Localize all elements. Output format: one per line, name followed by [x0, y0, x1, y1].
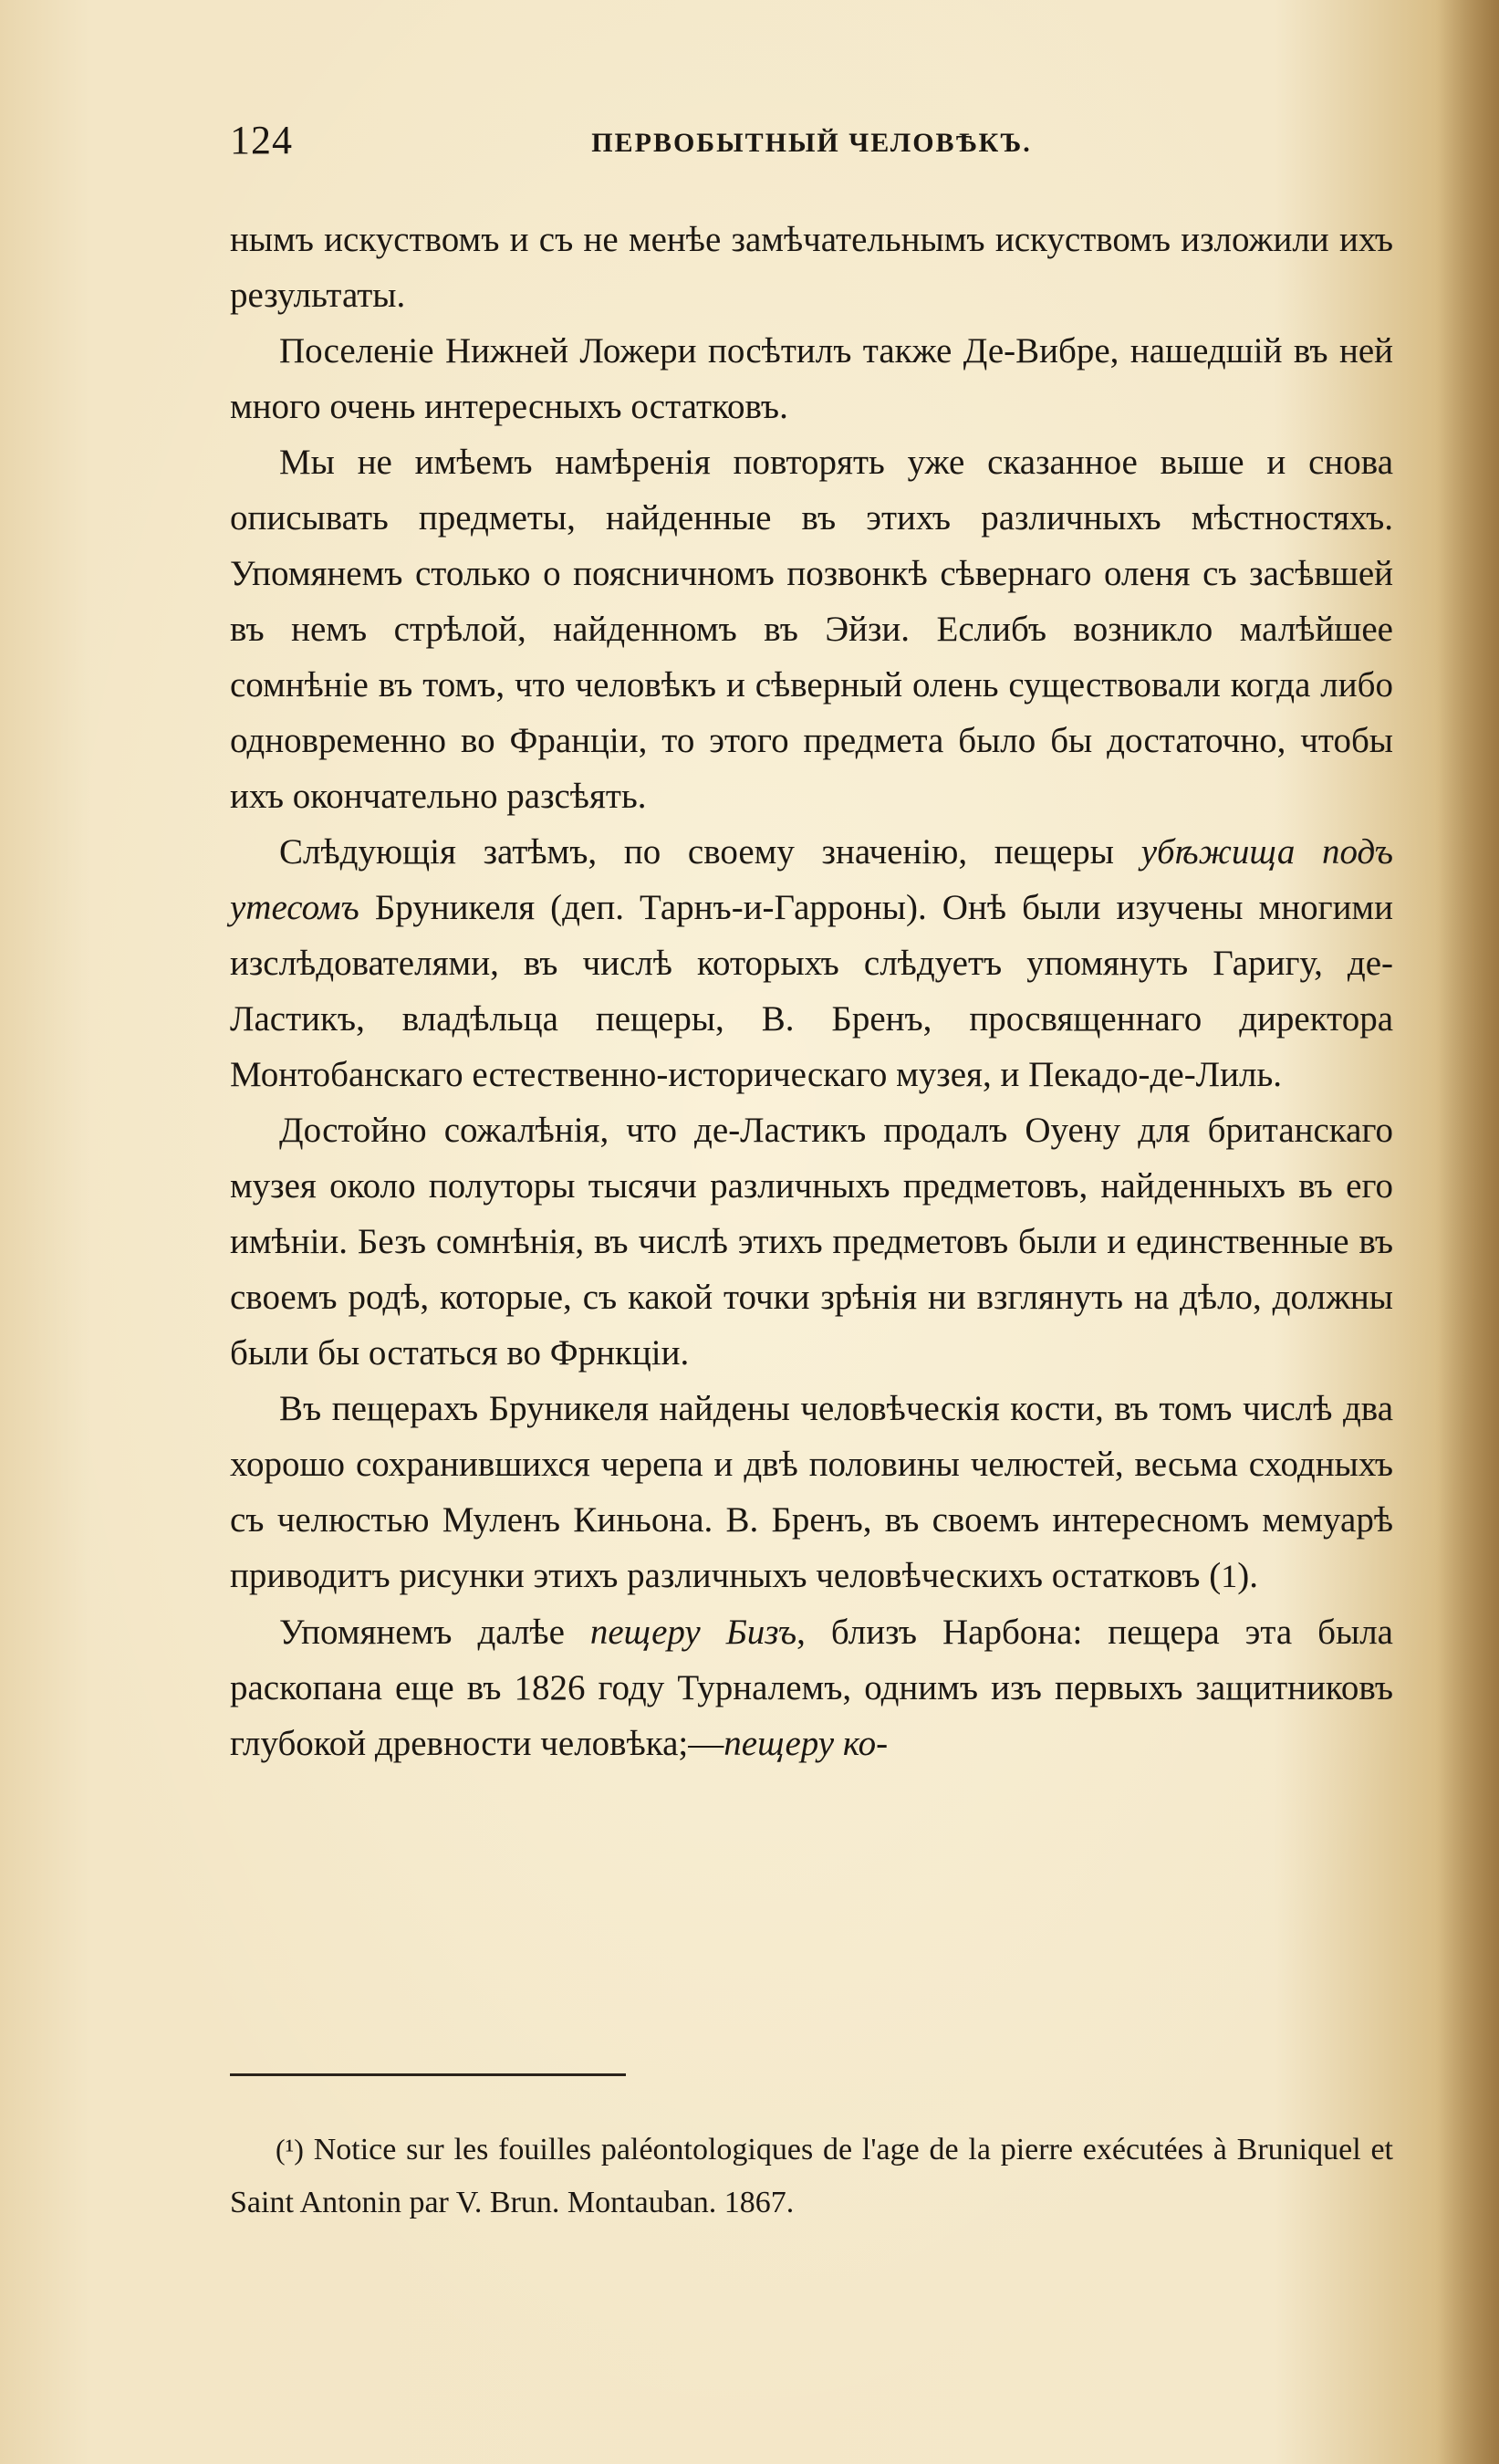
footnote-rule [230, 2073, 626, 2076]
text-run: Мы не имѣемъ намѣренія повторять уже сказанное выше и снова описывать предметы, найденные въ этихъ различныхъ мѣстностяхъ. Упомянемъ столько о поясничномъ позвонкѣ сѣвернаго оленя съ засѣвшей въ немъ стрѣлой, найденномъ въ Эйзи. Еслибъ возникло малѣйшее сомнѣніе въ томъ, что человѣкъ и сѣверный олень существовали когда либо одновременно во Франціи, то этого предмета было бы достаточно, чтобы ихъ окончательно разсѣять. [230, 443, 1393, 816]
paragraph [230, 1381, 1393, 1604]
paragraph [230, 212, 1393, 323]
paragraph [230, 1102, 1393, 1381]
page-edge-shadow [1435, 0, 1499, 2464]
footnote-text: Notice sur les fouilles paléontologiques de l'age de la pierre exécutées à Bruniquel et Saint Antonin par V. Brun. Montauban. 1867. [230, 2133, 1393, 2219]
paragraph [230, 824, 1393, 1102]
italic-term: убѣжища подъ утесомъ [230, 832, 1393, 927]
text-run: Упомянемъ далѣе [279, 1613, 590, 1652]
paragraph [230, 1604, 1393, 1771]
page-number: 124 [230, 118, 293, 162]
text-run: Въ пещерахъ Бруникеля найдены человѣческія кости, въ томъ числѣ два хорошо сохранившихся черепа и двѣ половины челюстей, весьма сходныхъ съ челюстью Муленъ Киньона. В. Бренъ, въ своемъ интересномъ мемуарѣ приводитъ рисунки этихъ различныхъ человѣческихъ остатковъ ( [230, 1389, 1393, 1595]
text-run: ). [1237, 1556, 1258, 1595]
text-run: нымъ искуствомъ и съ не менѣе замѣчательнымъ искуствомъ изложили ихъ результаты. [230, 220, 1393, 315]
text-run: Достойно сожалѣнія, что де-Ластикъ продалъ Оуену для британскаго музея около полуторы тысячи различныхъ предметовъ, найденныхъ въ его имѣніи. Безъ сомнѣнія, въ числѣ этихъ предметовъ были и единственные въ своемъ родѣ, которые, съ какой точки зрѣнія ни взглянуть на дѣло, должны были бы остаться во Фрнкціи. [230, 1111, 1393, 1373]
text-run: Бруникеля (деп. Тарнъ-и-Гарроны). Онѣ были изучены многими изслѣдователями, въ числѣ которыхъ слѣдуетъ упомянуть Гаригу, де-Ластикъ, владѣльца пещеры, В. Бренъ, просвященнаго директора Монтобанскаго естественно-историческаго музея, и Пекадо-де-Лиль. [230, 888, 1393, 1094]
body-text [230, 212, 1393, 1771]
text-run: Слѣдующія затѣмъ, по своему значенію, пещеры [279, 832, 1141, 872]
page-header [230, 117, 1393, 172]
italic-term: пещеру Бизъ [589, 1613, 797, 1652]
footnote [230, 2123, 1393, 2229]
italic-term: пещеру ко- [723, 1724, 889, 1763]
text-run: , близъ Нарбона: пещера эта была раскопана еще въ 1826 году Турналемъ, однимъ изъ первыхъ защитниковъ глубокой древности человѣка;— [230, 1613, 1393, 1763]
footnote-reference: 1 [1221, 1558, 1238, 1594]
footnote-marker: (¹) [276, 2133, 304, 2166]
paragraph [230, 434, 1393, 824]
running-title: ПЕРВОБЫТНЫЙ ЧЕЛОВѢКЪ. [591, 128, 1032, 158]
text-run: Поселеніе Нижней Ложери посѣтилъ также Де-Вибре, нашедшій въ ней много очень интересныхъ остатковъ. [230, 331, 1393, 426]
paragraph [230, 323, 1393, 434]
